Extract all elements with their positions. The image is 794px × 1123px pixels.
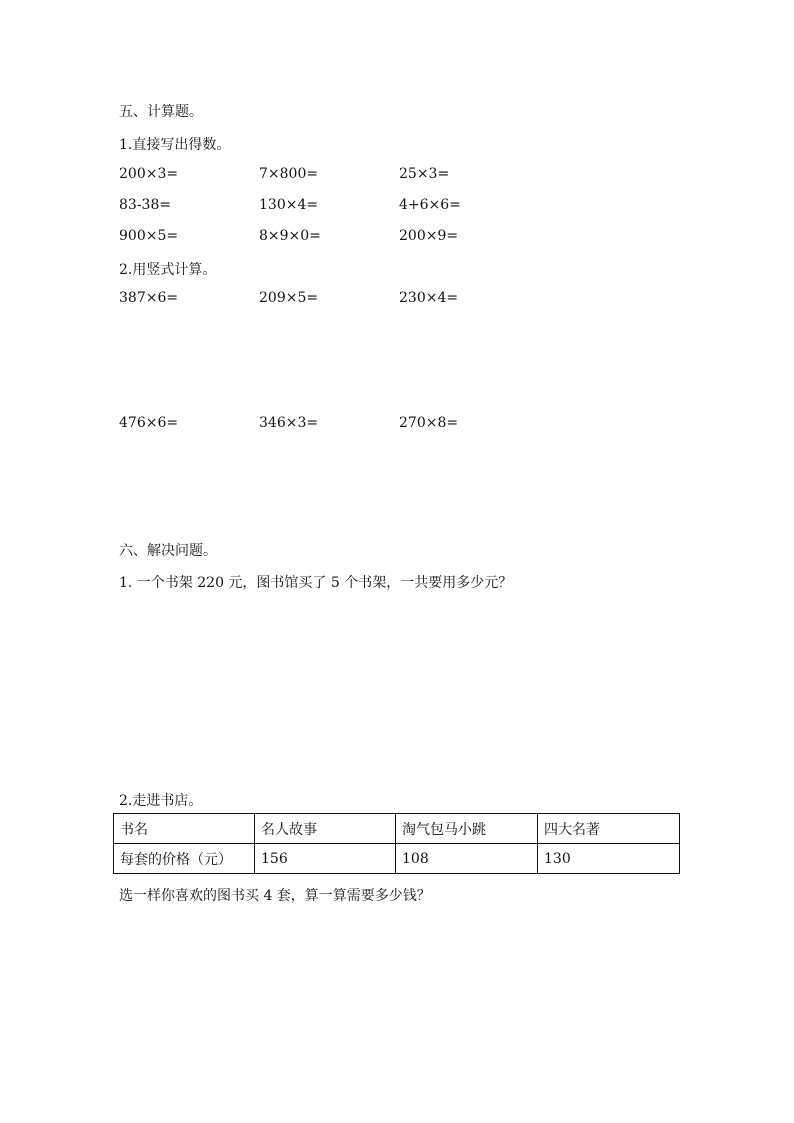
section5-title: 五、计算题。	[119, 104, 203, 120]
table-row	[114, 844, 680, 874]
table-cell-book-3: 四大名著	[538, 814, 680, 844]
vertical-problem-4: 476×6=	[119, 415, 179, 431]
table-cell-price-label: 每套的价格（元）	[114, 844, 255, 874]
problem-2-3: 4+6×6=	[399, 197, 461, 213]
problem-1-3: 25×3=	[399, 166, 450, 182]
table-cell-price-1: 156	[255, 844, 396, 874]
vertical-problem-6: 270×8=	[399, 415, 459, 431]
part1-title: 1.直接写出得数。	[119, 137, 231, 153]
part2-title: 2.用竖式计算。	[119, 262, 217, 278]
problem-1-1: 200×3=	[119, 166, 179, 182]
vertical-problem-5: 346×3=	[259, 415, 319, 431]
problem-3-2: 8×9×0=	[259, 228, 321, 244]
table-cell-price-3: 130	[538, 844, 680, 874]
table-cell-header-label: 书名	[114, 814, 255, 844]
word-problem-2-question: 选一样你喜欢的图书买 4 套，算一算需要多少钱？	[119, 888, 431, 904]
table-row	[114, 814, 680, 844]
problem-2-1: 83-38=	[119, 197, 172, 213]
vertical-problem-2: 209×5=	[259, 290, 319, 306]
problem-3-3: 200×9=	[399, 228, 459, 244]
vertical-problem-3: 230×4=	[399, 290, 459, 306]
section6-title: 六、解决问题。	[119, 543, 217, 559]
word-problem-2-title: 2.走进书店。	[119, 793, 203, 809]
table-cell-price-2: 108	[396, 844, 538, 874]
problem-1-2: 7×800=	[259, 166, 319, 182]
table-cell-book-2: 淘气包马小跳	[396, 814, 538, 844]
problem-3-1: 900×5=	[119, 228, 179, 244]
problem-2-2: 130×4=	[259, 197, 319, 213]
table-cell-book-1: 名人故事	[255, 814, 396, 844]
book-price-table	[113, 813, 680, 874]
vertical-problem-1: 387×6=	[119, 290, 179, 306]
word-problem-1: 1. 一个书架 220 元，图书馆买了 5 个书架，一共要用多少元？	[119, 575, 513, 591]
